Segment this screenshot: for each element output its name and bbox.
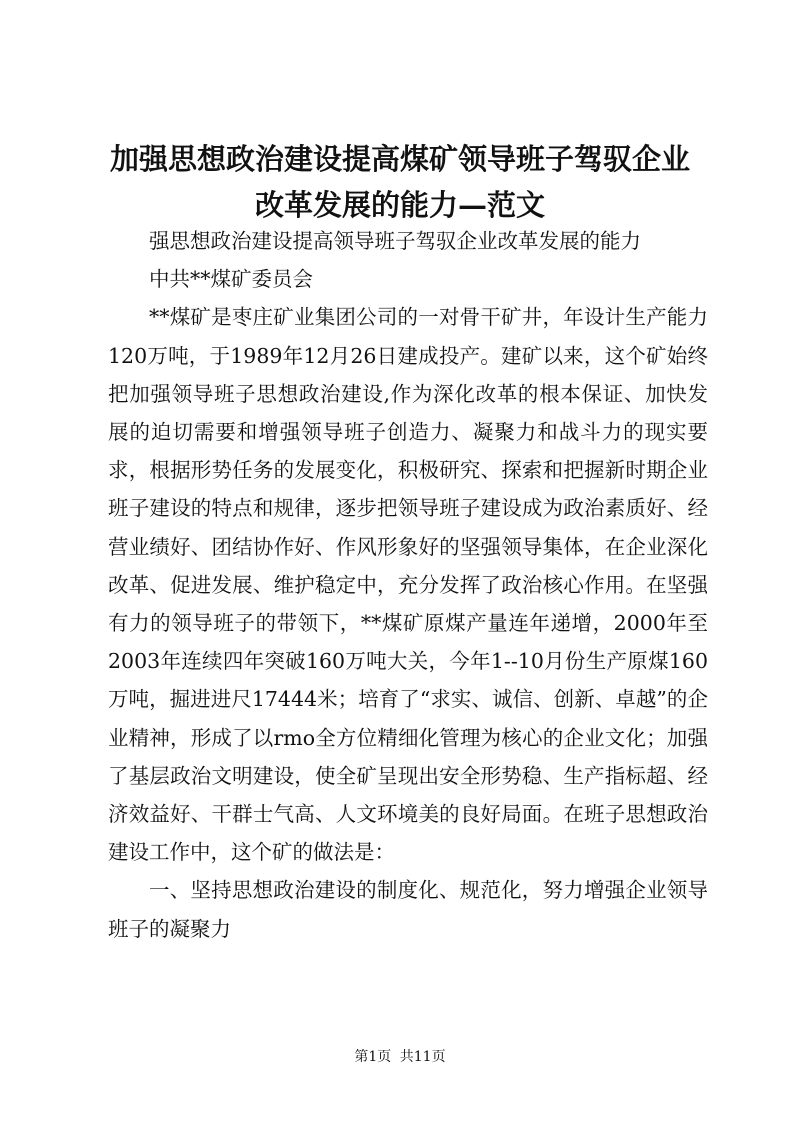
title-line-2: 改革发展的能力—范文 [254,188,545,222]
document-body [108,222,708,948]
subtitle: 强思想政治建设提高领导班子驾驭企业改革发展的能力 [149,229,641,253]
title-line-1: 加强思想政治建设提高煤矿领导班子驾驭企业 [109,142,690,176]
author-line: 中共**煤矿委员会 [149,267,313,292]
section-1-heading: 一、坚持思想政治建设的制度化、规范化，努力增强企业领导班子的凝聚力 [108,878,708,941]
page-number: 第1页 [354,1049,392,1065]
page-total: 共11页 [399,1049,446,1065]
document-title [100,136,700,228]
page-footer [0,1047,800,1067]
paragraph-1: **煤矿是枣庄矿业集团公司的一对骨干矿井，年设计生产能力120万吨，于1989年12月26日建成投产。建矿以来，这个矿始终把加强领导班子思想政治建设,作为深化改革的根本保证、加快发展的迫切需要和增强领导班子创造力、凝聚力和战斗力的现实要求，根据形势任务的发展变化，积极研究、探索和把握新时期企业班子建设的特点和规律，逐步把领导班子建设成为政治素质好、经营业绩好、团结协作好、作风形象好的坚强领导集体，在企业深化改革、促进发展、维护稳定中，充分发挥了政治核心作用。在坚强有力的领导班子的带领下，**煤矿原煤产量连年递增，2000年至2003年连续四年突破160万吨大关，今年1--10月份生产原煤160万吨，掘进进尺17444米；培育了“求实、诚信、创新、卓越”的企业精神，形成了以rmo全方位精细化管理为核心的企业文化；加强了基层政治文明建设，使全矿呈现出安全形势稳、生产指标超、经济效益好、干群士气高、人文环境美的良好局面。在班子思想政治建设工作中，这个矿的做法是： [108,305,708,865]
